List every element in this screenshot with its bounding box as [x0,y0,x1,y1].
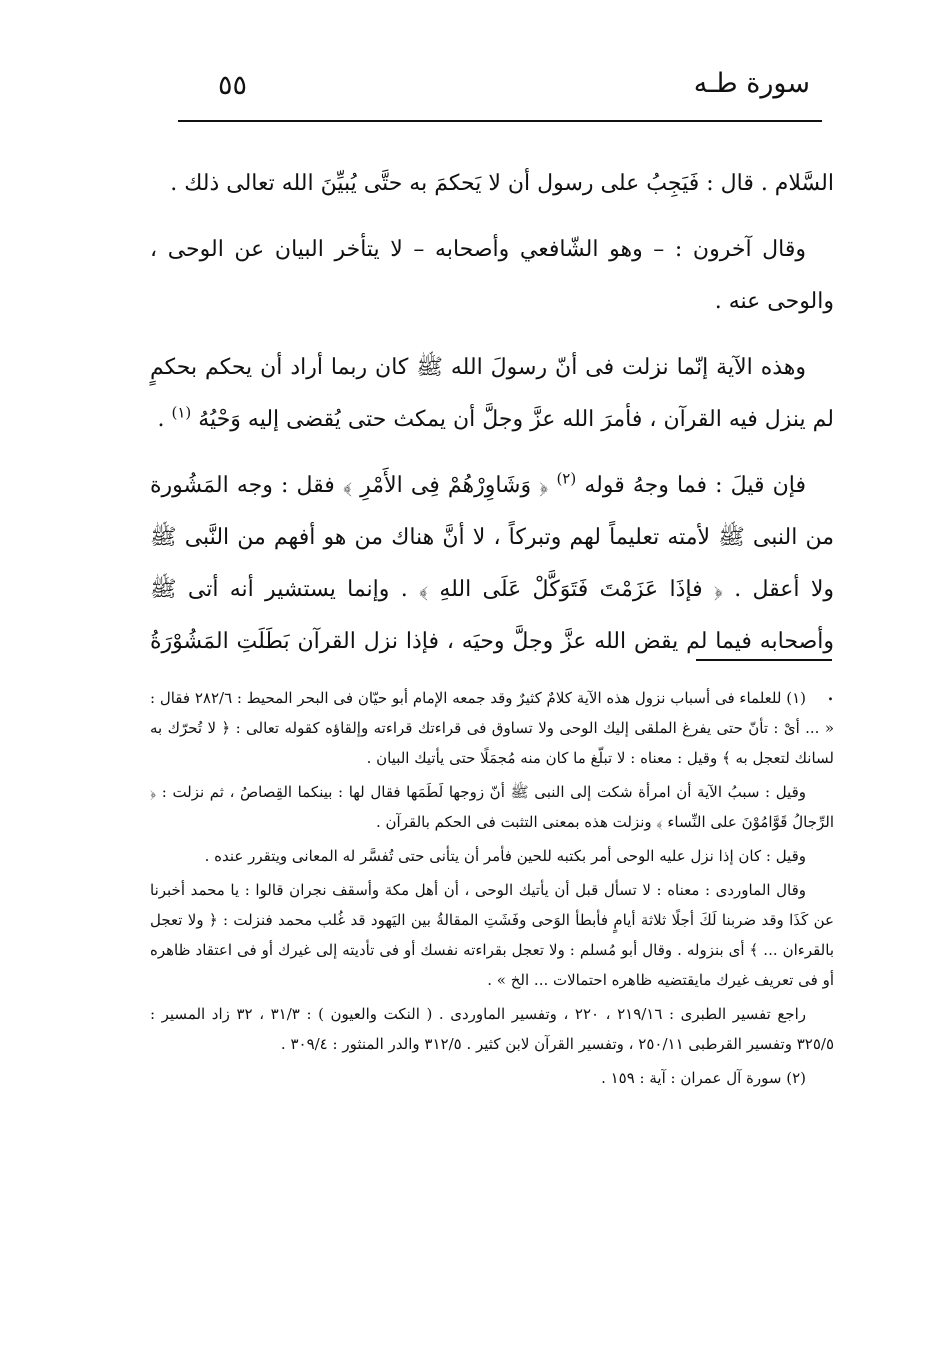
footnote: راجع تفسير الطبرى : ٢١٩/١٦ ، ٢٢٠ ، وتفسير الماوردى . ( النكت والعيون ) : ٣١/٣ ، ٣٢ زاد المسير : ٣٢٥/٥ وتفسير القرطبى ٢٥٠/١١ ، وتفسير القرآن لابن كثير . ٣١٢/٥ والدر المنثور : ٣٠٩/٤ . [150,1005,834,1053]
page-number: ٥٥ [218,70,248,101]
footnote-divider [696,659,832,661]
footnote-ref: (١) [171,403,192,422]
paragraph-end: . [157,407,172,432]
main-text [150,158,834,734]
paragraph: السَّلام . قال : فَيَجِبُ على رسول أن لا يَحكمَ به حتَّى يُبيِّنَ الله تعالى ذلك . [170,171,834,196]
paragraph [150,460,834,720]
paragraph: وقال آخرون : – وهو الشّافعي وأصحابه – لا يتأخر البيان عن الوحى ، والوحى عنه . [150,237,834,314]
footnote: (٢) سورة آل عمران : آية : ١٥٩ . [601,1069,806,1087]
footnotes [150,683,834,1097]
paragraph [150,342,834,446]
footnote: (١) للعلماء فى أسباب نزول هذه الآية كلامٌ كثيرٌ وقد جمعه الإمام أبو حيّان فى البحر المحيط : ٢٨٢/٦ فقال : « ... أىْ : تأنّ حتى يفرغ الملقى إليك الوحى ولا تساوق فى قراءتك قراءته وإلقاؤه كقوله تعالى : ﴿ لا تُحرّك به لسانك لتعجل به ﴾ وقيل : معناه : لا تبلّغ ما كان منه مُجمَلًا حتى يأتيك البيان . [150,689,834,767]
footnote: وقال الماوردى : معناه : لا تسأل قبل أن يأتيك الوحى ، أن أهل مكة وأسقف نجران قالوا : يا محمد أخبرنا عن كَذَا وقد ضربنا لَكَ أجلًا ثلاثة أيامٍ فأبطأ الوَحى وفَشَتِ المقالةُ بين اليَهود قد غُلب محمد فنزلت : ﴿ ولا تعجل بالقرءان ... ﴾ أى بنزوله . وقال أبو مُسلم : ولا تعجل بقراءته نفسك أو فى تأديته إلى غيرك أو فى اعتقاد ظاهره أو فى تعريف غيرك مايقتضيه ظاهره احتمالات ... الخ » . [150,881,834,989]
page-header [178,62,822,110]
footnote-ref: (٢) [556,469,577,488]
footnote: وقيل : كان إذا نزل عليه الوحى أمر بكتبه للحين فأمر أن يتأنى حتى تُفسَّر له المعانى ويتقرر عنده . [204,847,806,865]
paragraph-text: وهذه الآية إنّما نزلت فى أنّ رسولَ الله ﷺ كان ربما أراد أن يحكم بحكمٍ لم ينزل فيه القرآن ، فأمرَ الله عزَّ وجلَّ أن يمكث حتى يُقضى إليه وَحْيُهُ [150,355,834,432]
surah-title: سورة طـه [693,68,810,99]
paragraph-text: ﴿ وَشَاوِرْهُمْ فِى الأَمْرِ ﴾ فقل : وجه المَشُورة من النبى ﷺ لأمته تعليماً لهم وتبركاً ، لا أنَّ هناك من هو أفهم من النَّبى ﷺ ولا أعقل . ﴿ فإذَا عَزَمْتَ فَتَوَكَّلْ عَلَى اللهِ ﴾ . وإنما يستشير أنه أتى ﷺ وأصحابه فيما لم يقض الله عزَّ وجلَّ وحيَه ، فإذا نزل القرآن بَطَلَتِ المَشُوْرَةُ . [150,473,834,706]
header-divider [178,120,822,122]
footnote: وقيل : سببُ الآية أن امرأة شكت إلى النبى ﷺ أنّ زوجها لَطَمَها فقال لها : بينكما القِصاصُ ، ثم نزلت : ﴿ الرِّجالُ قَوَّامُوْنَ على النِّساء ﴾ ونزلت هذه بمعنى التثبت فى الحكم بالقرآن . [150,783,834,831]
paragraph-text: فإن قيلَ : فما وجهُ قوله [576,473,806,498]
